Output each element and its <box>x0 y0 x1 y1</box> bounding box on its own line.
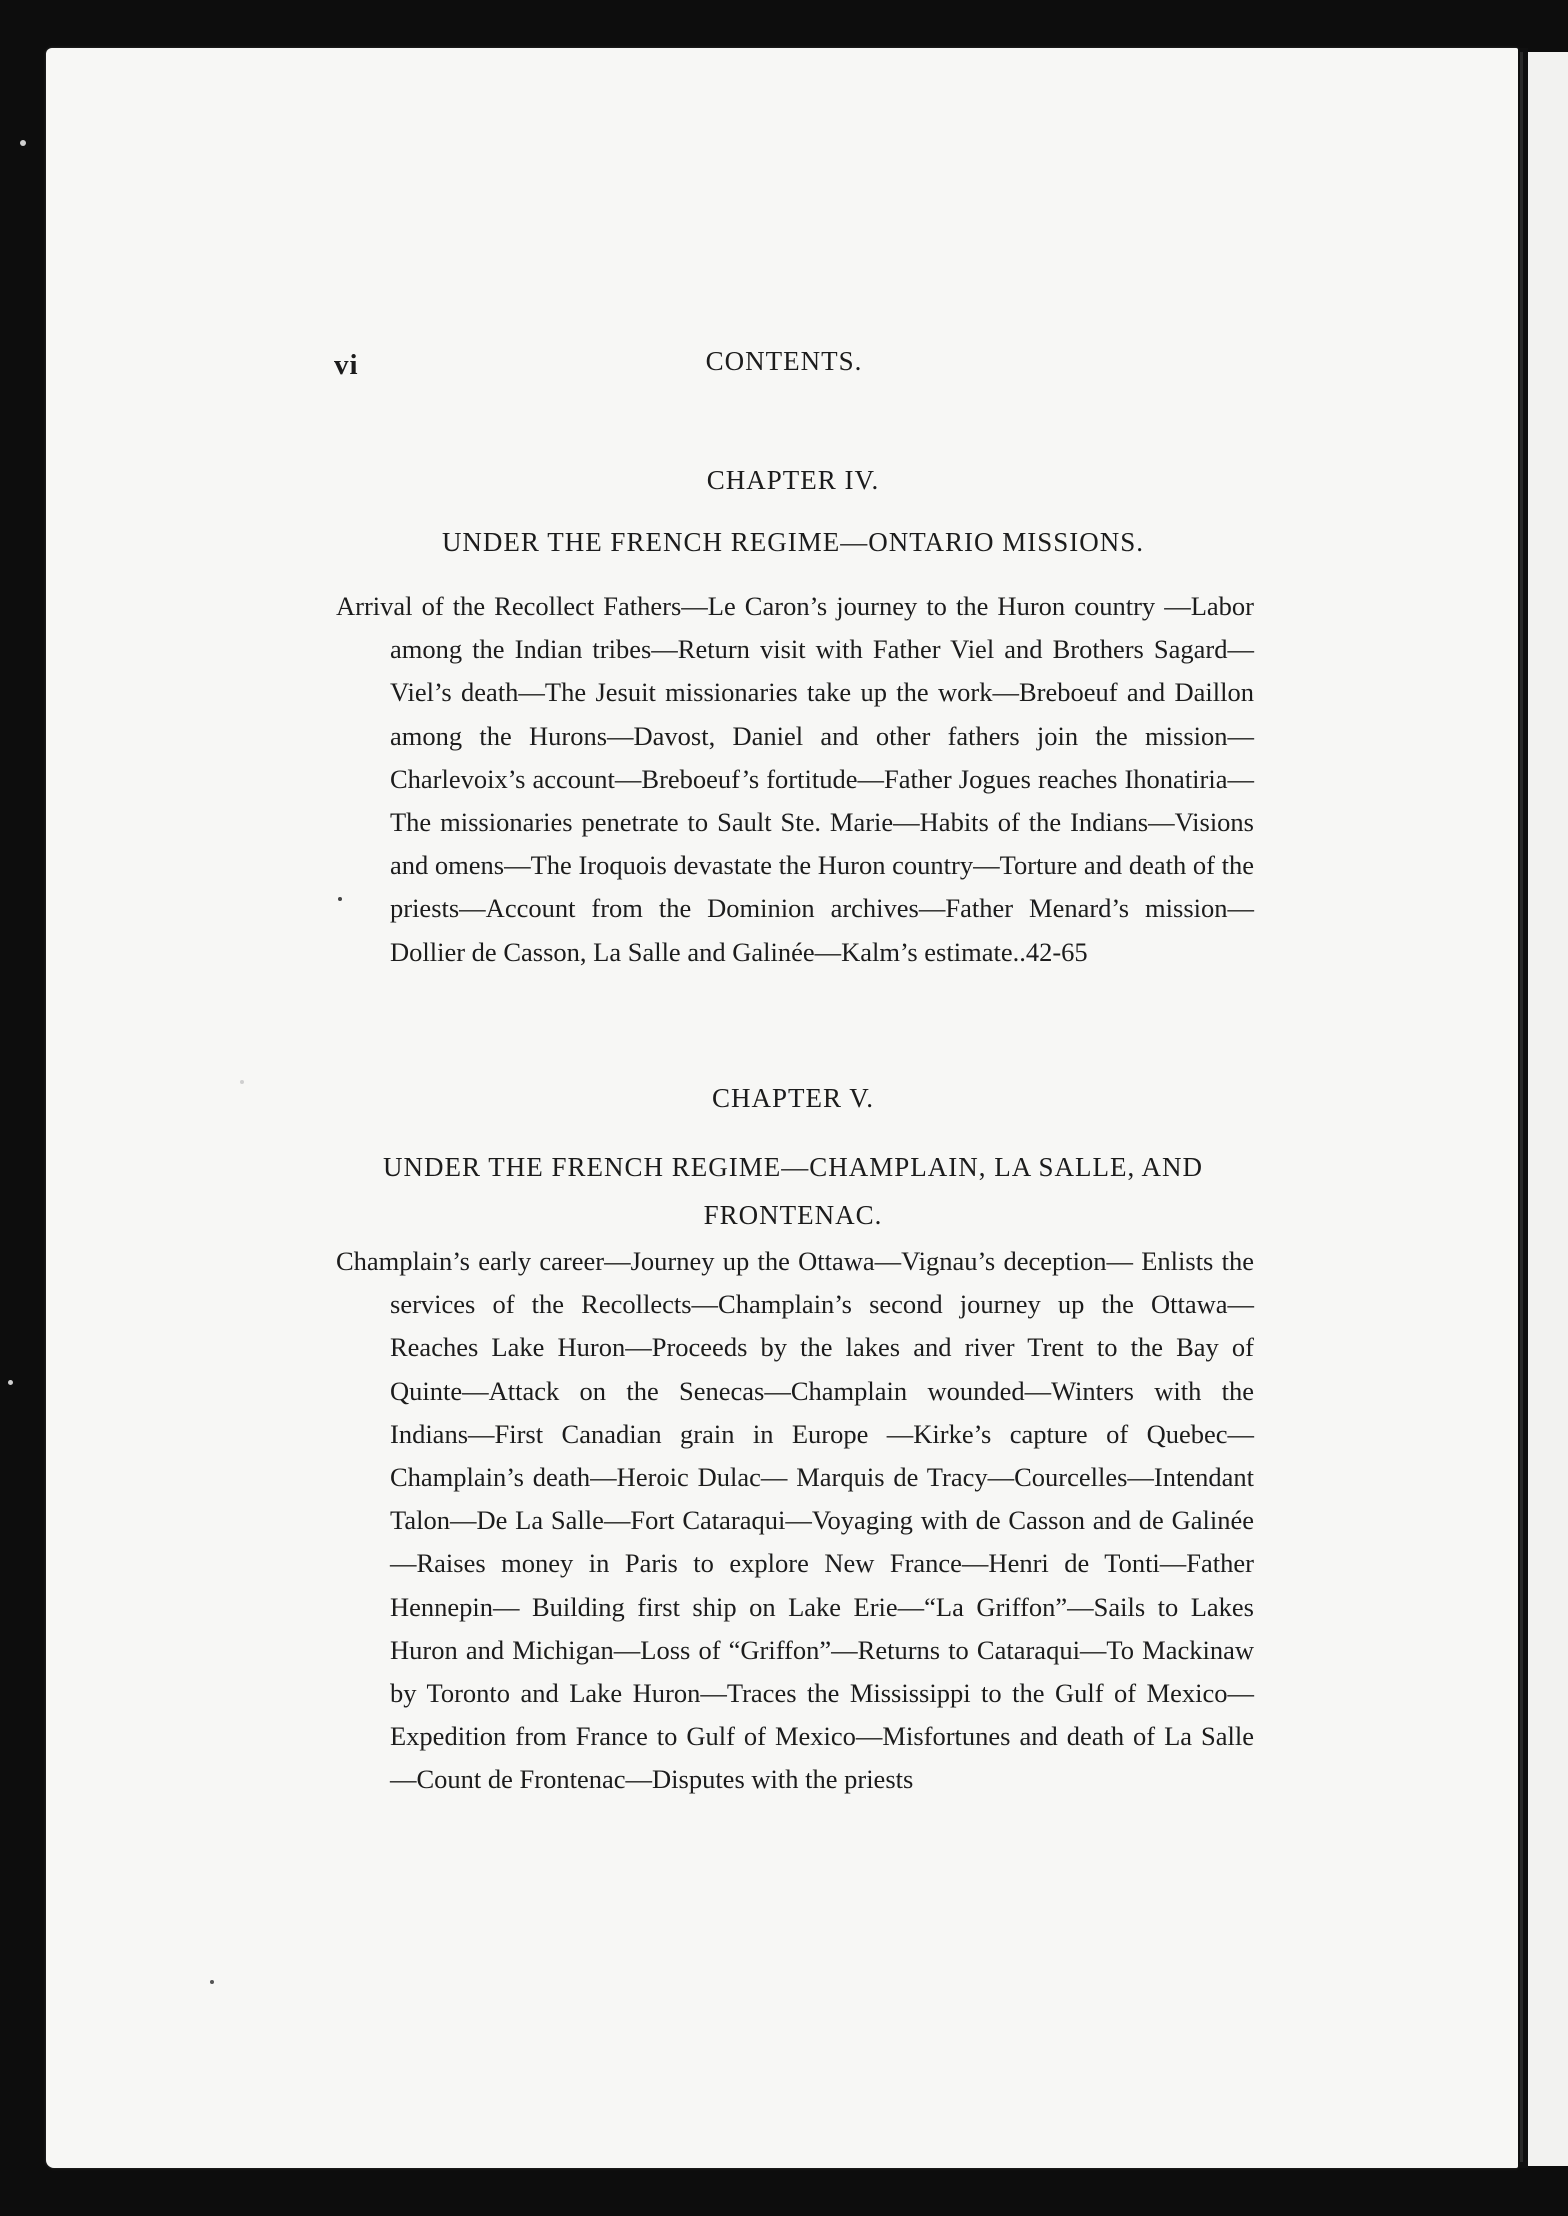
chapter-5-subtitle: UNDER THE FRENCH REGIME—CHAMPLAIN, LA SALLE, AND FRONTENAC. <box>382 1152 1204 1230</box>
chapter-4-summary: Arrival of the Recollect Fathers—Le Caron’s journey to the Huron country —Labor among the Indian tribes—Return visit with Father Viel and Brothers Sagard—Viel’s death—The Jesuit missionaries take up the work—Breboeuf and Daillon among the Hurons—Davost, Daniel and other fathers join the mission—Charlevoix’s account—Breboeuf’s fortitude—Father Jogues reaches Ihonatiria—The missionaries penetrate to Sault Ste. Marie—Habits of the Indians—Visions and omens—The Iroquois devastate the Huron country—Torture and death of the priests—Account from the Dominion archives—Father Menard’s mission—Dollier de Casson, La Salle and Galinée—Kalm’s estimate..42-65 <box>336 591 1254 967</box>
speck <box>8 1380 13 1385</box>
chapter-4-title: CHAPTER IV. <box>706 465 880 495</box>
speck <box>240 1080 244 1084</box>
chapter-5-summary: Champlain’s early career—Journey up the Ottawa—Vignau’s deception— Enlists the services of the Recollects—Champlain’s second journey up the Ottawa—Reaches Lake Huron—Proceeds by the lakes and river Trent to the Bay of Quinte—Attack on the Senecas—Champlain wounded—Winters with the Indians—First Canadian grain in Europe —Kirke’s capture of Quebec—Champlain’s death—Heroic Dulac— Marquis de Tracy—Courcelles—Intendant Talon—De La Salle—Fort Cataraqui—Voyaging with de Casson and de Galinée—Raises money in Paris to explore New France—Henri de Tonti—Father Hennepin— Building first ship on Lake Erie—“La Griffon”—Sails to Lakes Huron and Michigan—Loss of “Griffon”—Returns to Cataraqui—To Mackinaw by Toronto and Lake Huron—Traces the Mississippi to the Gulf of Mexico—Expedition from France to Gulf of Mexico—Misfortunes and death of La Salle—Count de Frontenac—Disputes with the priests <box>336 1246 1254 1795</box>
running-head: CONTENTS. <box>705 346 863 376</box>
chapter-5-title: CHAPTER V. <box>711 1083 875 1113</box>
chapter-4-subtitle: UNDER THE FRENCH REGIME—ONTARIO MISSIONS. <box>441 527 1145 557</box>
speck <box>210 1980 214 1984</box>
page-number: vi <box>334 349 359 381</box>
speck <box>20 140 26 146</box>
